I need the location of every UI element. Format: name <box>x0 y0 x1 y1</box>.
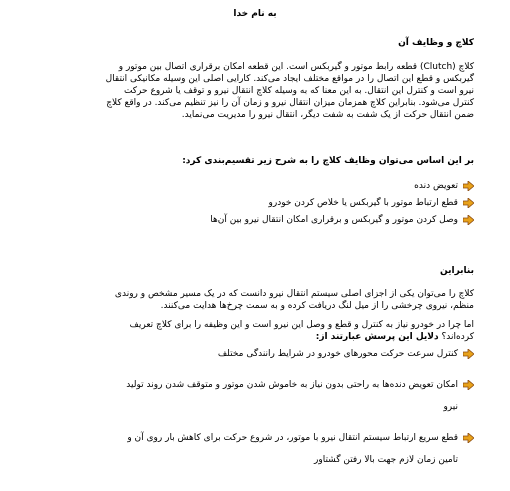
paragraph-1-line: ضمن انتقال حرکت از یک شفت به شفت دیگر، انتقال نیرو را مدیریت می‌نماید. <box>181 110 474 120</box>
arrow-bullet-icon <box>463 215 474 225</box>
paragraph-1-line: کلاچ (Clutch) قطعه رابط موتور و گیربکس است. این قطعه امکان برقراری اتصال بین موتور و <box>118 62 474 72</box>
list-item-text: امکان تعویض دنده‌ها به راحتی بدون نیاز به خاموش شدن موتور و متوقف شدن روند تولید <box>126 380 458 390</box>
lead-sentence: بر این اساس می‌توان وظایف کلاچ را به شرح زیر تقسیم‌بندی کرد: <box>182 156 474 166</box>
paragraph-3-line <box>36 331 474 343</box>
paragraph-1-line: نیرو است و کنترل این انتقال. به این معنا که به وسیله کلاچ انتقال نیرو و توقف یا شروع حرکت <box>123 86 474 96</box>
paragraph-3 <box>36 319 474 343</box>
arrow-bullet-icon <box>463 181 474 191</box>
list-item <box>36 214 474 226</box>
list-item <box>36 180 474 192</box>
list-item-text: تامین زمان لازم جهت بالا رفتن گشتاور <box>314 455 458 465</box>
arrow-bullet-icon <box>463 349 474 359</box>
paragraph-2-line: منظم، نیروی چرخشی را از میل لنگ دریافت کرده و به سمت چرخ‌ها هدایت می‌کنند. <box>160 301 474 311</box>
list-item-text: وصل کردن موتور و گیربکس و برقراری امکان انتقال نیرو بین آن‌ها <box>210 215 458 225</box>
list-item <box>36 348 474 360</box>
list-item <box>36 374 474 418</box>
basmala: به نام خدا <box>233 9 277 19</box>
paragraph-1-line: کنترل می‌شود. بنابراین کلاچ همزمان میزان انتقال نیرو و زمان آن را نیز تنظیم می‌کند. در واقع کلاچ <box>106 98 474 108</box>
list-item <box>36 427 474 471</box>
list-item-text: کنترل سرعت حرکت محورهای خودرو در شرایط رانندگی مختلف <box>217 349 458 359</box>
paragraph-2 <box>36 288 474 312</box>
list-item-text: نیرو <box>443 402 458 412</box>
list-item <box>36 197 474 209</box>
paragraph-1-line: گیربکس و قطع این اتصال را در مواقع مختلف ایجاد می‌کند. کارایی اصلی این وسیله مکانیکی انتقال <box>105 74 474 84</box>
list-item-text: تعویض دنده <box>414 181 458 191</box>
arrow-bullet-icon <box>463 198 474 208</box>
heading-therefore: بنابراین <box>440 266 474 276</box>
arrow-bullet-icon <box>463 380 474 390</box>
paragraph-3-line: اما چرا در خودرو نیاز به کنترل و قطع و وصل این نیرو است و این وظیفه را برای کلاچ تعریف <box>129 320 474 330</box>
paragraph-3-reasons-lead: دلایل این پرسش عبارتند از: <box>315 332 439 342</box>
list-item-text: قطع ارتباط موتور با گیربکس یا خلاص کردن خودرو <box>268 198 458 208</box>
paragraph-3-question: کرده‌اند؟ <box>441 332 474 342</box>
list-item-text: قطع سریع ارتباط سیستم انتقال نیرو با موتور، در شروع حرکت برای کاهش بار روی آن و <box>127 433 458 443</box>
heading-clutch: کلاچ و وظایف آن <box>398 38 474 48</box>
paragraph-1 <box>36 61 474 121</box>
arrow-bullet-icon <box>463 433 474 443</box>
paragraph-2-line: کلاچ را می‌توان یکی از اجزای اصلی سیستم انتقال نیرو دانست که در یک مسیر مشخص و روندی <box>114 289 474 299</box>
